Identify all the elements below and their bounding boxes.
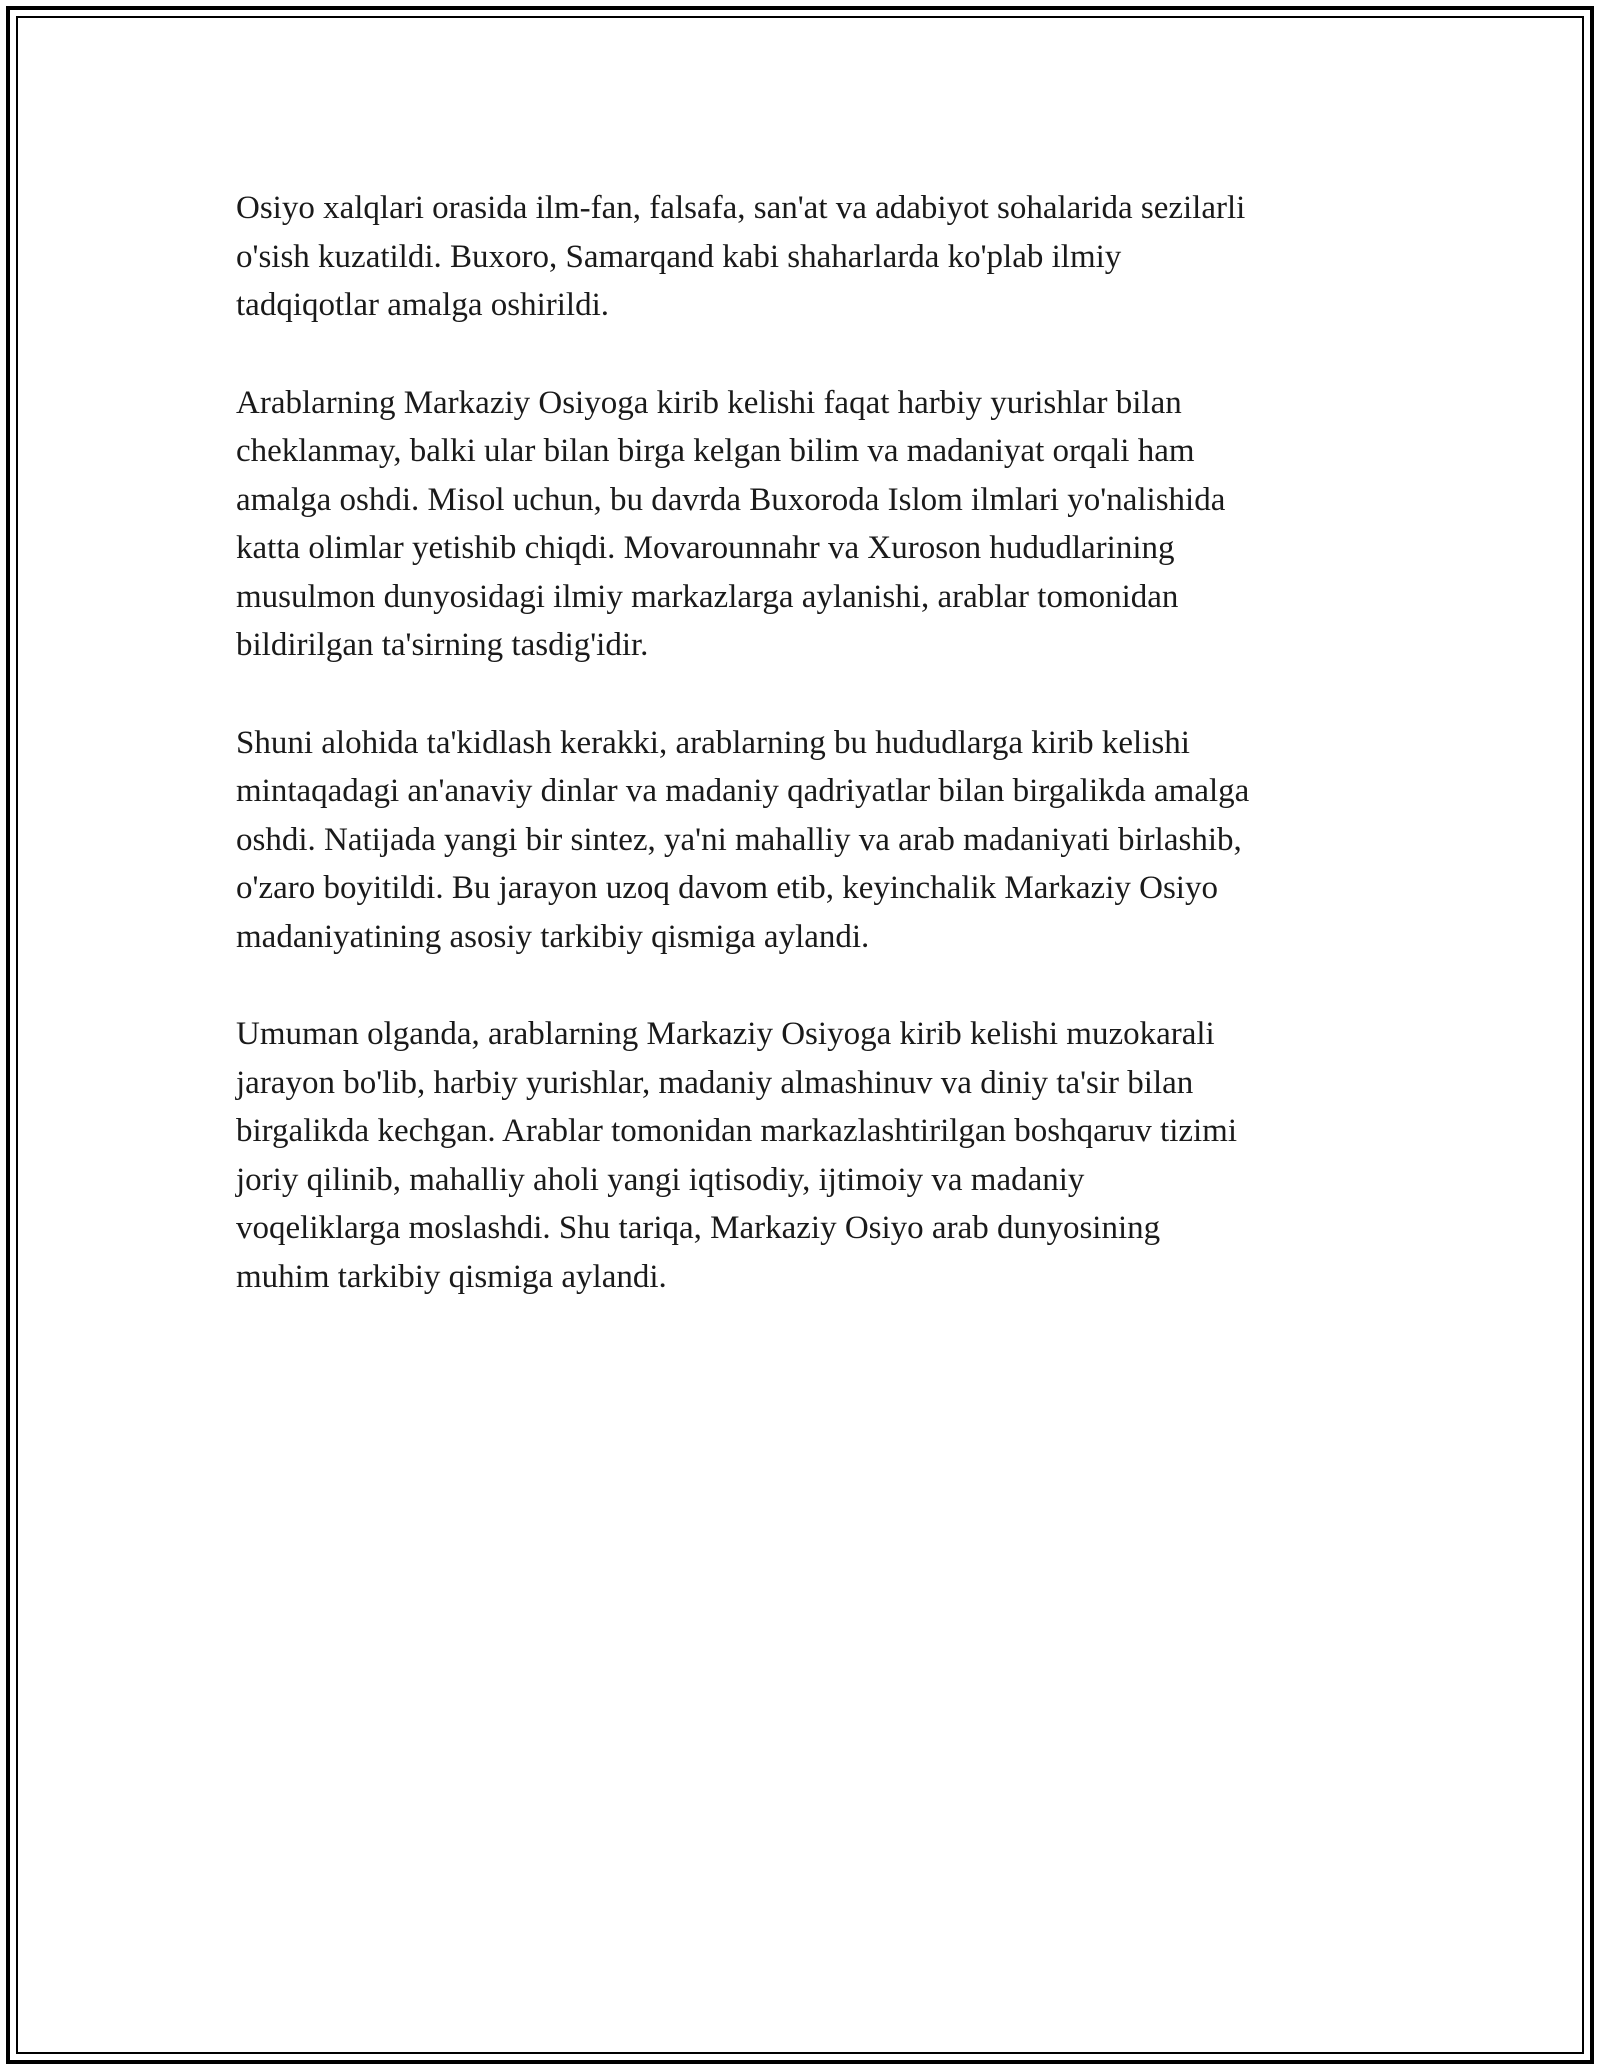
paragraph-1: Osiyo xalqlari orasida ilm-fan, falsafa, san'at va adabiyot sohalarida sezilarli o'sish kuzatildi. Buxoro, Samarqand kabi shaharlarda ko'plab ilmiy tadqiqotlar amalga oshirildi. <box>236 190 1246 323</box>
paragraph-3: Shuni alohida ta'kidlash kerakki, arablarning bu hududlarga kirib kelishi mintaqadagi an'anaviy dinlar va madaniy qadriyatlar bilan birgalikda amalga oshdi. Natijada yangi bir sintez, ya'ni mahalliy va arab madaniyati birlashib, o'zaro boyitildi. Bu jarayon uzoq davom etib, keyinchalik Markaziy Osiyo madaniyatining asosiy tarkibiy qismiga aylandi. <box>236 724 1250 955</box>
paragraph-4: Umuman olganda, arablarning Markaziy Osiyoga kirib kelishi muzokarali jarayon bo'lib, harbiy yurishlar, madaniy almashinuv va diniy ta'sir bilan birgalikda kechgan. Arablar tomonidan markazlashtirilgan boshqaruv tizimi joriy qilinib, mahalliy aholi yangi iqtisodiy, ijtimoiy va madaniy voqeliklarga moslashdi. Shu tariqa, Markaziy Osiyo arab dunyosining muhim tarkibiy qismiga aylandi. <box>236 1016 1238 1295</box>
document-body <box>236 184 1376 1350</box>
paragraph-2: Arablarning Markaziy Osiyoga kirib kelishi faqat harbiy yurishlar bilan cheklanmay, balki ular bilan birga kelgan bilim va madaniyat orqali ham amalga oshdi. Misol uchun, bu davrda Buxoroda Islom ilmlari yo'nalishida katta olimlar yetishib chiqdi. Movarounnahr va Xuroson hududlarining musulmon dunyosidagi ilmiy markazlarga aylanishi, arablar tomonidan bildirilgan ta'sirning tasdig'idir. <box>236 384 1226 663</box>
